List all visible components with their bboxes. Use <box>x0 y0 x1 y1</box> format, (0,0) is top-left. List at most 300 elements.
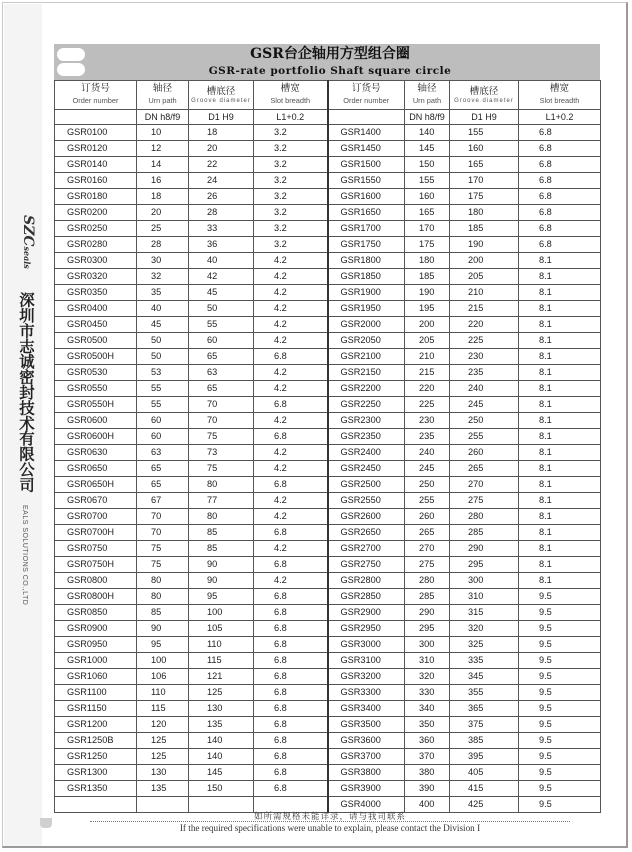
table-row <box>55 429 601 445</box>
company-name-cn: 深圳市志诚密封技术有限公司 <box>17 292 35 493</box>
groove-diameter-cell: 105 <box>189 621 254 637</box>
shaft-diameter-cell: 55 <box>137 381 189 397</box>
table-row <box>55 173 601 189</box>
order-number-cell: GSR2300 <box>328 413 405 429</box>
order-number-cell: GSR0280 <box>55 237 137 253</box>
groove-diameter-cell: 280 <box>450 509 519 525</box>
shaft-diameter-cell: 190 <box>405 285 450 301</box>
slot-width-cell: 4.2 <box>254 381 328 397</box>
groove-diameter-cell: 90 <box>189 573 254 589</box>
table-row <box>55 365 601 381</box>
slot-width-cell: 8.1 <box>519 445 601 461</box>
spec-table <box>54 80 601 813</box>
groove-diameter-cell: 230 <box>450 349 519 365</box>
header-row <box>55 81 601 110</box>
shaft-diameter-cell: 32 <box>137 269 189 285</box>
order-number-cell: GSR0100 <box>55 125 137 141</box>
slot-width-cell: 6.8 <box>254 477 328 493</box>
table-row <box>55 637 601 653</box>
slot-width-cell: 8.1 <box>519 493 601 509</box>
tolerance-blank <box>55 110 137 125</box>
company-name-en: EALS SOLUTIONS CO.,LTD <box>21 505 28 606</box>
groove-diameter-cell: 345 <box>450 669 519 685</box>
groove-diameter-cell: 285 <box>450 525 519 541</box>
groove-diameter-cell: 270 <box>450 477 519 493</box>
shaft-diameter-cell: 240 <box>405 445 450 461</box>
order-number-cell: GSR0800 <box>55 573 137 589</box>
groove-diameter-cell: 405 <box>450 765 519 781</box>
shaft-diameter-cell: 95 <box>137 637 189 653</box>
slot-width-cell: 3.2 <box>254 173 328 189</box>
shaft-diameter-cell: 50 <box>137 333 189 349</box>
groove-diameter-cell: 130 <box>189 701 254 717</box>
shaft-diameter-cell: 60 <box>137 413 189 429</box>
groove-diameter-cell: 225 <box>450 333 519 349</box>
shaft-diameter-cell: 50 <box>137 349 189 365</box>
slot-width-cell: 8.1 <box>519 365 601 381</box>
order-number-cell: GSR1750 <box>328 237 405 253</box>
groove-diameter-cell: 85 <box>189 525 254 541</box>
table-row <box>55 317 601 333</box>
order-number-cell: GSR0670 <box>55 493 137 509</box>
groove-diameter-cell: 170 <box>450 173 519 189</box>
groove-diameter-cell: 165 <box>450 157 519 173</box>
order-number-cell: GSR1550 <box>328 173 405 189</box>
slot-width-cell: 9.5 <box>519 605 601 621</box>
slot-width-cell: 6.8 <box>254 637 328 653</box>
col-header-groove: 槽底径 Groove diameter <box>189 81 254 110</box>
table-row <box>55 189 601 205</box>
slot-width-cell: 8.1 <box>519 429 601 445</box>
page-tab <box>40 818 52 828</box>
groove-diameter-cell: 200 <box>450 253 519 269</box>
table-row <box>55 733 601 749</box>
shaft-diameter-cell: 340 <box>405 701 450 717</box>
groove-diameter-cell: 310 <box>450 589 519 605</box>
slot-width-cell: 6.8 <box>519 125 601 141</box>
order-number-cell: GSR0900 <box>55 621 137 637</box>
groove-diameter-cell: 220 <box>450 317 519 333</box>
shaft-diameter-cell: 67 <box>137 493 189 509</box>
groove-diameter-cell: 75 <box>189 429 254 445</box>
shaft-diameter-cell: 63 <box>137 445 189 461</box>
shaft-diameter-cell: 115 <box>137 701 189 717</box>
groove-diameter-cell: 185 <box>450 221 519 237</box>
order-number-cell: GSR2400 <box>328 445 405 461</box>
table-row <box>55 717 601 733</box>
shaft-diameter-cell: 200 <box>405 317 450 333</box>
shaft-diameter-cell: 245 <box>405 461 450 477</box>
table-row <box>55 765 601 781</box>
groove-diameter-cell: 60 <box>189 333 254 349</box>
shaft-diameter-cell: 90 <box>137 621 189 637</box>
slot-width-cell: 9.5 <box>519 733 601 749</box>
table-row <box>55 301 601 317</box>
shaft-diameter-cell: 55 <box>137 397 189 413</box>
slot-width-cell: 6.8 <box>254 557 328 573</box>
order-number-cell: GSR2500 <box>328 477 405 493</box>
slot-width-cell: 9.5 <box>519 781 601 797</box>
order-number-cell: GSR3700 <box>328 749 405 765</box>
shaft-diameter-cell: 170 <box>405 221 450 237</box>
groove-diameter-cell: 77 <box>189 493 254 509</box>
order-number-cell: GSR1250B <box>55 733 137 749</box>
shaft-diameter-cell: 60 <box>137 429 189 445</box>
order-number-cell: GSR1900 <box>328 285 405 301</box>
shaft-diameter-cell: 235 <box>405 429 450 445</box>
slot-width-cell: 9.5 <box>519 717 601 733</box>
slot-width-cell: 4.2 <box>254 285 328 301</box>
groove-diameter-cell: 121 <box>189 669 254 685</box>
order-number-cell: GSR0500H <box>55 349 137 365</box>
table-row <box>55 141 601 157</box>
groove-diameter-cell: 36 <box>189 237 254 253</box>
table-row <box>55 557 601 573</box>
slot-width-cell: 9.5 <box>519 589 601 605</box>
slot-width-cell: 6.8 <box>519 221 601 237</box>
order-number-cell: GSR1350 <box>55 781 137 797</box>
shaft-diameter-cell: 85 <box>137 605 189 621</box>
shaft-diameter-cell: 45 <box>137 317 189 333</box>
groove-diameter-cell: 18 <box>189 125 254 141</box>
order-number-cell: GSR0650H <box>55 477 137 493</box>
table-row <box>55 333 601 349</box>
order-number-cell: GSR2200 <box>328 381 405 397</box>
slot-width-cell: 3.2 <box>254 189 328 205</box>
shaft-diameter-cell: 10 <box>137 125 189 141</box>
slot-width-cell: 6.8 <box>519 173 601 189</box>
groove-diameter-cell: 26 <box>189 189 254 205</box>
groove-diameter-cell: 140 <box>189 733 254 749</box>
slot-width-cell: 4.2 <box>254 573 328 589</box>
groove-diameter-cell: 175 <box>450 189 519 205</box>
groove-diameter-cell: 335 <box>450 653 519 669</box>
order-number-cell: GSR0850 <box>55 605 137 621</box>
order-number-cell: GSR0700H <box>55 525 137 541</box>
table-row <box>55 621 601 637</box>
shaft-diameter-cell: 35 <box>137 285 189 301</box>
table-row <box>55 685 601 701</box>
shaft-diameter-cell: 20 <box>137 205 189 221</box>
order-number-cell: GSR0350 <box>55 285 137 301</box>
order-number-cell: GSR2350 <box>328 429 405 445</box>
slot-width-cell: 9.5 <box>519 749 601 765</box>
tolerance-groove: D1 H9 <box>450 110 519 125</box>
order-number-cell: GSR0250 <box>55 221 137 237</box>
slot-width-cell: 6.8 <box>254 685 328 701</box>
table-row <box>55 749 601 765</box>
shaft-diameter-cell: 65 <box>137 477 189 493</box>
groove-diameter-cell: 180 <box>450 205 519 221</box>
groove-diameter-cell: 160 <box>450 141 519 157</box>
groove-diameter-cell: 85 <box>189 541 254 557</box>
order-number-cell: GSR0630 <box>55 445 137 461</box>
company-logo <box>14 215 36 275</box>
groove-diameter-cell: 90 <box>189 557 254 573</box>
slot-width-cell: 4.2 <box>254 493 328 509</box>
tolerance-row <box>55 110 601 125</box>
groove-diameter-cell: 415 <box>450 781 519 797</box>
groove-diameter-cell: 300 <box>450 573 519 589</box>
slot-width-cell: 9.5 <box>519 685 601 701</box>
groove-diameter-cell: 240 <box>450 381 519 397</box>
order-number-cell: GSR3200 <box>328 669 405 685</box>
shaft-diameter-cell: 120 <box>137 717 189 733</box>
slot-width-cell: 6.8 <box>254 701 328 717</box>
slot-width-cell: 3.2 <box>254 125 328 141</box>
table-row <box>55 221 601 237</box>
slot-width-cell: 6.8 <box>254 605 328 621</box>
slot-width-cell: 6.8 <box>254 525 328 541</box>
groove-diameter-cell: 33 <box>189 221 254 237</box>
slot-width-cell: 9.5 <box>519 765 601 781</box>
groove-diameter-cell: 70 <box>189 397 254 413</box>
order-number-cell: GSR1700 <box>328 221 405 237</box>
slot-width-cell: 4.2 <box>254 301 328 317</box>
table-row <box>55 653 601 669</box>
order-number-cell: GSR2950 <box>328 621 405 637</box>
order-number-cell: GSR1300 <box>55 765 137 781</box>
order-number-cell: GSR2000 <box>328 317 405 333</box>
groove-diameter-cell: 190 <box>450 237 519 253</box>
shaft-diameter-cell: 215 <box>405 365 450 381</box>
footer-divider <box>90 821 570 822</box>
order-number-cell: GSR1150 <box>55 701 137 717</box>
order-number-cell: GSR3000 <box>328 637 405 653</box>
order-number-cell: GSR2700 <box>328 541 405 557</box>
shaft-diameter-cell: 180 <box>405 253 450 269</box>
slot-width-cell: 8.1 <box>519 541 601 557</box>
slot-width-cell: 6.8 <box>519 141 601 157</box>
slot-width-cell: 8.1 <box>519 525 601 541</box>
tolerance-slot: L1+0.2 <box>519 110 601 125</box>
order-number-cell: GSR1650 <box>328 205 405 221</box>
tolerance-groove: D1 H9 <box>189 110 254 125</box>
shaft-diameter-cell: 75 <box>137 541 189 557</box>
order-number-cell: GSR1850 <box>328 269 405 285</box>
order-number-cell: GSR1400 <box>328 125 405 141</box>
order-number-cell: GSR0550H <box>55 397 137 413</box>
order-number-cell: GSR1250 <box>55 749 137 765</box>
shaft-diameter-cell: 330 <box>405 685 450 701</box>
shaft-diameter-cell: 370 <box>405 749 450 765</box>
groove-diameter-cell: 295 <box>450 557 519 573</box>
shaft-diameter-cell: 220 <box>405 381 450 397</box>
shaft-diameter-cell: 70 <box>137 509 189 525</box>
shaft-diameter-cell: 14 <box>137 157 189 173</box>
table-row <box>55 781 601 797</box>
shaft-diameter-cell: 175 <box>405 237 450 253</box>
slot-width-cell: 6.8 <box>519 157 601 173</box>
slot-width-cell: 4.2 <box>254 333 328 349</box>
order-number-cell: GSR1950 <box>328 301 405 317</box>
groove-diameter-cell: 135 <box>189 717 254 733</box>
groove-diameter-cell: 55 <box>189 317 254 333</box>
shaft-diameter-cell: 106 <box>137 669 189 685</box>
slot-width-cell: 8.1 <box>519 413 601 429</box>
groove-diameter-cell: 315 <box>450 605 519 621</box>
table-row <box>55 125 601 141</box>
col-header-slot: 槽宽 Slot breadth <box>254 81 328 110</box>
slot-width-cell: 4.2 <box>254 365 328 381</box>
shaft-diameter-cell: 360 <box>405 733 450 749</box>
groove-diameter-cell: 255 <box>450 429 519 445</box>
order-number-cell: GSR4000 <box>328 797 405 813</box>
order-number-cell: GSR0750H <box>55 557 137 573</box>
slot-width-cell: 9.5 <box>519 621 601 637</box>
slot-width-cell: 3.2 <box>254 237 328 253</box>
order-number-cell: GSR1000 <box>55 653 137 669</box>
shaft-diameter-cell: 210 <box>405 349 450 365</box>
groove-diameter-cell: 70 <box>189 413 254 429</box>
order-number-cell: GSR0750 <box>55 541 137 557</box>
groove-diameter-cell: 22 <box>189 157 254 173</box>
col-header-shaft: 轴径 Urn path <box>137 81 189 110</box>
order-number-cell: GSR0600 <box>55 413 137 429</box>
groove-diameter-cell: 45 <box>189 285 254 301</box>
slot-width-cell: 8.1 <box>519 397 601 413</box>
groove-diameter-cell: 20 <box>189 141 254 157</box>
slot-width-cell: 8.1 <box>519 333 601 349</box>
groove-diameter-cell: 145 <box>189 765 254 781</box>
shaft-diameter-cell: 260 <box>405 509 450 525</box>
shaft-diameter-cell: 400 <box>405 797 450 813</box>
slot-width-cell: 6.8 <box>519 237 601 253</box>
order-number-cell: GSR1450 <box>328 141 405 157</box>
groove-diameter-cell: 95 <box>189 589 254 605</box>
order-number-cell: GSR2450 <box>328 461 405 477</box>
slot-width-cell: 6.8 <box>254 653 328 669</box>
order-number-cell: GSR3900 <box>328 781 405 797</box>
order-number-cell: GSR2800 <box>328 573 405 589</box>
table-row <box>55 701 601 717</box>
order-number-cell: GSR1600 <box>328 189 405 205</box>
order-number-cell: GSR1800 <box>328 253 405 269</box>
shaft-diameter-cell: 230 <box>405 413 450 429</box>
groove-diameter-cell: 140 <box>189 749 254 765</box>
slot-width-cell: 4.2 <box>254 317 328 333</box>
shaft-diameter-cell: 295 <box>405 621 450 637</box>
slot-width-cell: 4.2 <box>254 253 328 269</box>
slot-width-cell: 6.8 <box>519 205 601 221</box>
slot-width-cell: 8.1 <box>519 269 601 285</box>
groove-diameter-cell: 28 <box>189 205 254 221</box>
groove-diameter-cell: 125 <box>189 685 254 701</box>
groove-diameter-cell: 210 <box>450 285 519 301</box>
slot-width-cell: 4.2 <box>254 541 328 557</box>
table-row <box>55 413 601 429</box>
shaft-diameter-cell: 30 <box>137 253 189 269</box>
table-row <box>55 509 601 525</box>
page-title: GSR台企轴用方型组合圈 <box>250 46 410 62</box>
groove-diameter-cell: 275 <box>450 493 519 509</box>
order-number-cell: GSR3500 <box>328 717 405 733</box>
shaft-diameter-cell: 70 <box>137 525 189 541</box>
slot-width-cell: 9.5 <box>519 797 601 813</box>
order-number-cell: GSR1060 <box>55 669 137 685</box>
table-row <box>55 477 601 493</box>
order-number-cell: GSR2650 <box>328 525 405 541</box>
slot-width-cell: 8.1 <box>519 253 601 269</box>
shaft-diameter-cell: 165 <box>405 205 450 221</box>
groove-diameter-cell: 260 <box>450 445 519 461</box>
shaft-diameter-cell: 320 <box>405 669 450 685</box>
shaft-diameter-cell: 350 <box>405 717 450 733</box>
shaft-diameter-cell: 65 <box>137 461 189 477</box>
slot-width-cell: 4.2 <box>254 461 328 477</box>
logo-text: SZCseals <box>20 215 36 269</box>
groove-diameter-cell: 63 <box>189 365 254 381</box>
slot-width-cell: 3.2 <box>254 157 328 173</box>
tolerance-blank <box>328 110 405 125</box>
order-number-cell: GSR2600 <box>328 509 405 525</box>
groove-diameter-cell: 73 <box>189 445 254 461</box>
table-row <box>55 525 601 541</box>
table-row <box>55 381 601 397</box>
slot-width-cell: 6.8 <box>254 621 328 637</box>
tolerance-shaft: DN h8/f9 <box>137 110 189 125</box>
groove-diameter-cell: 385 <box>450 733 519 749</box>
groove-diameter-cell: 65 <box>189 349 254 365</box>
slot-width-cell: 6.8 <box>254 765 328 781</box>
order-number-cell: GSR3100 <box>328 653 405 669</box>
table-row <box>55 269 601 285</box>
order-number-cell: GSR0600H <box>55 429 137 445</box>
shaft-diameter-cell: 25 <box>137 221 189 237</box>
slot-width-cell: 8.1 <box>519 301 601 317</box>
shaft-diameter-cell: 80 <box>137 573 189 589</box>
shaft-diameter-cell: 110 <box>137 685 189 701</box>
groove-diameter-cell: 75 <box>189 461 254 477</box>
shaft-diameter-cell: 100 <box>137 653 189 669</box>
groove-diameter-cell: 375 <box>450 717 519 733</box>
slot-width-cell: 6.8 <box>254 717 328 733</box>
order-number-cell: GSR0140 <box>55 157 137 173</box>
groove-diameter-cell: 50 <box>189 301 254 317</box>
order-number-cell: GSR1100 <box>55 685 137 701</box>
slot-width-cell: 6.8 <box>519 189 601 205</box>
slot-width-cell: 6.8 <box>254 429 328 445</box>
shaft-diameter-cell: 155 <box>405 173 450 189</box>
shaft-diameter-cell: 290 <box>405 605 450 621</box>
footer-note-en: If the required specifications were unable to explain, please contact the Division I <box>179 823 481 833</box>
table-row <box>55 669 601 685</box>
order-number-cell: GSR0450 <box>55 317 137 333</box>
table-row <box>55 461 601 477</box>
slot-width-cell: 6.8 <box>254 669 328 685</box>
order-number-cell: GSR0530 <box>55 365 137 381</box>
table-row <box>55 445 601 461</box>
slot-width-cell: 6.8 <box>254 397 328 413</box>
slot-width-cell: 6.8 <box>254 749 328 765</box>
shaft-diameter-cell: 135 <box>137 781 189 797</box>
slot-width-cell: 6.8 <box>254 589 328 605</box>
groove-diameter-cell: 365 <box>450 701 519 717</box>
groove-diameter-cell: 290 <box>450 541 519 557</box>
shaft-diameter-cell: 300 <box>405 637 450 653</box>
order-number-cell: GSR2750 <box>328 557 405 573</box>
groove-diameter-cell: 325 <box>450 637 519 653</box>
shaft-diameter-cell: 205 <box>405 333 450 349</box>
shaft-diameter-cell: 125 <box>137 749 189 765</box>
groove-diameter-cell: 245 <box>450 397 519 413</box>
shaft-diameter-cell: 150 <box>405 157 450 173</box>
shaft-diameter-cell: 280 <box>405 573 450 589</box>
slot-width-cell: 3.2 <box>254 205 328 221</box>
order-number-cell: GSR0160 <box>55 173 137 189</box>
shaft-diameter-cell: 270 <box>405 541 450 557</box>
slot-width-cell: 8.1 <box>519 317 601 333</box>
